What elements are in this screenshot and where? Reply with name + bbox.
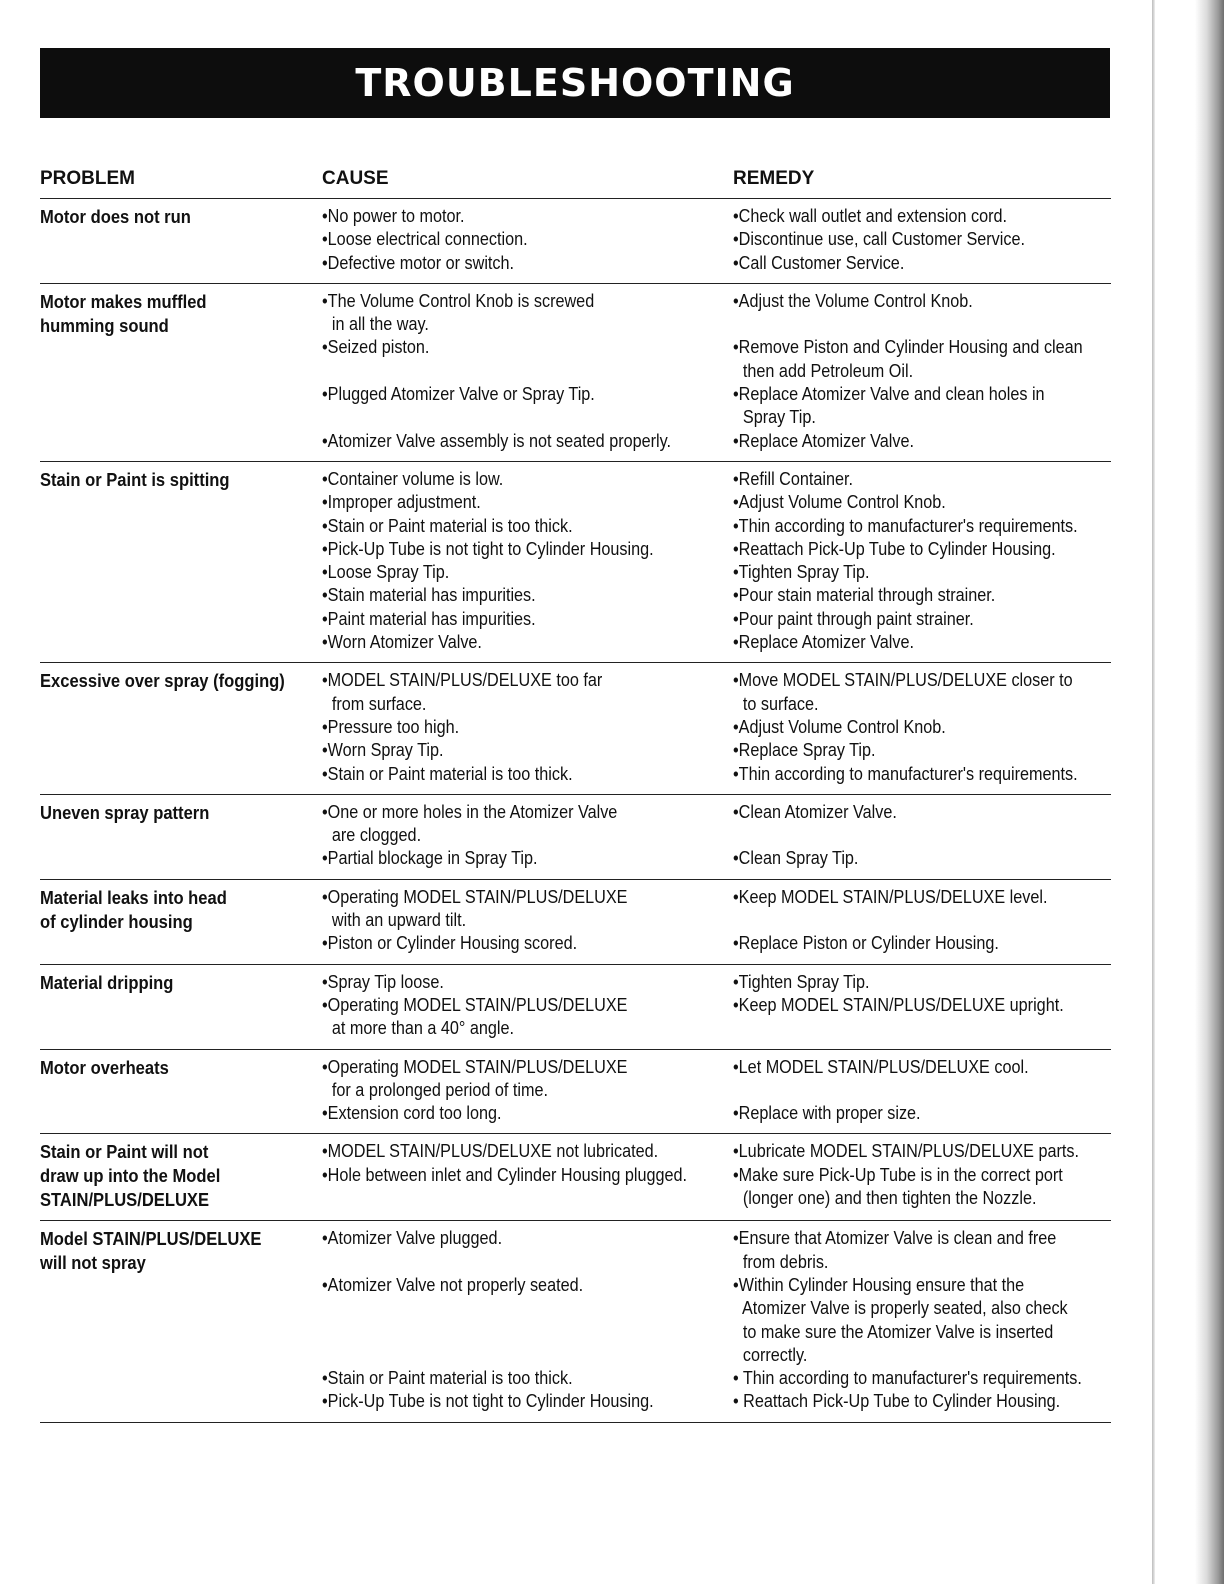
header-cause: CAUSE [322, 168, 389, 189]
table-row [40, 965, 1111, 1050]
table-row [40, 462, 1111, 663]
table-body [40, 199, 1111, 1423]
remedy-cell [733, 669, 1111, 785]
cause-line: •MODEL STAIN/PLUS/DELUXE not lubricated. [322, 1141, 659, 1162]
table-row [40, 199, 1111, 284]
cause-cell [322, 1056, 733, 1126]
remedy-spacer [733, 1017, 1073, 1040]
cause-line: •No power to motor. [322, 206, 465, 226]
cause-line: for a prolonged period of time. [327, 1079, 549, 1100]
cause-line: •Paint material has impurities. [322, 608, 536, 629]
remedy-spacer [733, 909, 1073, 932]
cause-spacer [322, 406, 692, 429]
remedy-line: •Keep MODEL STAIN/PLUS/DELUXE level. [733, 886, 1048, 907]
remedy-line: •Refill Container. [733, 468, 854, 489]
cause-line: •MODEL STAIN/PLUS/DELUXE too far [322, 670, 603, 691]
cause-cell [322, 669, 733, 785]
remedy-line: •Replace Atomizer Valve. [733, 430, 914, 451]
remedy-line: •Within Cylinder Housing ensure that the [733, 1274, 1025, 1295]
header-problem: PROBLEM [40, 168, 135, 189]
scan-page-edge [1195, 0, 1224, 1584]
cause-line: •Atomizer Valve plugged. [322, 1228, 503, 1249]
cause-line: •Pick-Up Tube is not tight to Cylinder Housing. [322, 538, 654, 559]
table-header [40, 168, 1111, 199]
cause-line: are clogged. [327, 825, 422, 846]
table-row [40, 1134, 1111, 1221]
problem-cell: Motor overheats [40, 1057, 169, 1078]
remedy-line: •Thin according to manufacturer's requirements. [733, 763, 1078, 784]
remedy-line: •Replace Spray Tip. [733, 740, 876, 761]
remedy-spacer [733, 824, 1073, 847]
cause-line: •Operating MODEL STAIN/PLUS/DELUXE [322, 1056, 628, 1077]
remedy-cell [733, 801, 1111, 871]
cause-line: •Plugged Atomizer Valve or Spray Tip. [322, 384, 595, 405]
remedy-line: •Clean Spray Tip. [733, 848, 859, 869]
cause-line: •The Volume Control Knob is screwed [322, 290, 595, 311]
cause-line: •Operating MODEL STAIN/PLUS/DELUXE [322, 886, 628, 907]
remedy-line: •Replace Piston or Cylinder Housing. [733, 933, 999, 954]
cause-line: •Improper adjustment. [322, 492, 481, 513]
cause-cell [322, 801, 733, 871]
cause-line: •Loose Spray Tip. [322, 562, 450, 583]
cause-cell [322, 290, 733, 453]
remedy-line: •Clean Atomizer Valve. [733, 801, 897, 822]
cause-line: •Extension cord too long. [322, 1103, 502, 1124]
table-row [40, 663, 1111, 794]
cause-spacer [322, 1187, 692, 1210]
cause-spacer [322, 1321, 692, 1344]
cause-line: •Worn Spray Tip. [322, 740, 444, 761]
cause-line: •Seized piston. [322, 337, 430, 358]
title-banner [40, 48, 1110, 118]
header-remedy: REMEDY [733, 168, 815, 189]
remedy-line: •Thin according to manufacturer's requirements. [733, 515, 1078, 536]
remedy-line: •Let MODEL STAIN/PLUS/DELUXE cool. [733, 1056, 1029, 1077]
remedy-line: •Reattach Pick-Up Tube to Cylinder Housing. [733, 538, 1056, 559]
cause-cell [322, 1140, 733, 1212]
remedy-line: from debris. [738, 1251, 829, 1272]
cause-line: at more than a 40° angle. [327, 1018, 515, 1039]
remedy-cell [733, 205, 1111, 275]
remedy-line: •Check wall outlet and extension cord. [733, 206, 1008, 226]
remedy-line: •Ensure that Atomizer Valve is clean and free [733, 1228, 1057, 1249]
cause-spacer [322, 1297, 692, 1320]
table-row [40, 1221, 1111, 1422]
cause-line: •Stain or Paint material is too thick. [322, 515, 573, 536]
problem-cell: Motor makes muffled humming sound [40, 291, 207, 336]
cause-spacer [322, 1251, 692, 1274]
cause-line: •Container volume is low. [322, 468, 504, 489]
cause-line: in all the way. [327, 314, 429, 335]
cause-cell [322, 205, 733, 275]
troubleshooting-table [40, 168, 1111, 1423]
remedy-line: •Pour stain material through strainer. [733, 585, 996, 606]
remedy-line: • Thin according to manufacturer's requirements. [733, 1368, 1082, 1389]
remedy-cell [733, 1056, 1111, 1126]
remedy-cell [733, 1227, 1111, 1413]
remedy-line: •Discontinue use, call Customer Service. [733, 229, 1025, 250]
cause-line: •Spray Tip loose. [322, 971, 444, 992]
problem-cell: Uneven spray pattern [40, 802, 210, 823]
remedy-line: •Call Customer Service. [733, 252, 905, 273]
remedy-line: •Lubricate MODEL STAIN/PLUS/DELUXE parts. [733, 1141, 1079, 1162]
cause-line: •Operating MODEL STAIN/PLUS/DELUXE [322, 994, 628, 1015]
remedy-line: (longer one) and then tighten the Nozzle. [738, 1187, 1037, 1208]
cause-line: •Pick-Up Tube is not tight to Cylinder Housing. [322, 1391, 654, 1412]
remedy-line: to make sure the Atomizer Valve is inserted [738, 1321, 1054, 1342]
remedy-line: •Adjust Volume Control Knob. [733, 492, 946, 513]
problem-cell: Model STAIN/PLUS/DELUXE will not spray [40, 1229, 262, 1274]
remedy-cell [733, 1140, 1111, 1212]
remedy-line: •Make sure Pick-Up Tube is in the correct port [733, 1164, 1063, 1185]
remedy-line: •Move MODEL STAIN/PLUS/DELUXE closer to [733, 670, 1073, 691]
cause-cell [322, 1227, 733, 1413]
table-row [40, 880, 1111, 965]
cause-line: •Defective motor or switch. [322, 252, 515, 273]
cause-cell [322, 886, 733, 956]
remedy-spacer [733, 313, 1073, 336]
remedy-line: correctly. [738, 1344, 808, 1365]
cause-cell [322, 468, 733, 654]
remedy-cell [733, 971, 1111, 1041]
remedy-line: Atomizer Valve is properly seated, also check [738, 1298, 1068, 1319]
cause-spacer [322, 360, 692, 383]
cause-line: •Piston or Cylinder Housing scored. [322, 933, 578, 954]
remedy-line: •Replace Atomizer Valve. [733, 632, 914, 653]
remedy-line: •Tighten Spray Tip. [733, 971, 870, 992]
problem-cell: Motor does not run [40, 207, 191, 227]
table-row [40, 1050, 1111, 1135]
remedy-spacer [733, 1079, 1073, 1102]
cause-cell [322, 971, 733, 1041]
table-row [40, 284, 1111, 462]
remedy-line: • Reattach Pick-Up Tube to Cylinder Housing. [733, 1391, 1061, 1412]
remedy-cell [733, 290, 1111, 453]
remedy-line: then add Petroleum Oil. [738, 360, 914, 381]
remedy-line: •Remove Piston and Cylinder Housing and clean [733, 337, 1083, 358]
cause-line: •Stain or Paint material is too thick. [322, 1368, 573, 1389]
cause-spacer [322, 1344, 692, 1367]
remedy-cell [733, 886, 1111, 956]
remedy-line: •Tighten Spray Tip. [733, 562, 870, 583]
cause-line: •Atomizer Valve not properly seated. [322, 1274, 584, 1295]
remedy-line: to surface. [738, 693, 819, 714]
remedy-line: •Keep MODEL STAIN/PLUS/DELUXE upright. [733, 994, 1064, 1015]
cause-line: •Pressure too high. [322, 716, 460, 737]
remedy-line: •Replace Atomizer Valve and clean holes in [733, 384, 1045, 405]
remedy-line: •Adjust the Volume Control Knob. [733, 290, 973, 311]
problem-cell: Stain or Paint will not draw up into the Model STAIN/PLUS/DELUXE [40, 1142, 221, 1211]
page-title: TROUBLESHOOTING [355, 61, 795, 105]
cause-line: •Loose electrical connection. [322, 229, 528, 250]
cause-line: •Stain material has impurities. [322, 585, 536, 606]
problem-cell: Material leaks into head of cylinder housing [40, 887, 227, 932]
cause-line: •Atomizer Valve assembly is not seated properly. [322, 430, 672, 451]
problem-cell: Material dripping [40, 972, 174, 993]
cause-line: with an upward tilt. [327, 910, 467, 931]
remedy-line: •Adjust Volume Control Knob. [733, 716, 946, 737]
cause-line: •Worn Atomizer Valve. [322, 632, 482, 653]
scan-margin-line [1152, 0, 1155, 1584]
remedy-line: Spray Tip. [738, 407, 816, 428]
cause-line: •Stain or Paint material is too thick. [322, 763, 573, 784]
cause-line: •Hole between inlet and Cylinder Housing plugged. [322, 1164, 688, 1185]
remedy-line: •Replace with proper size. [733, 1103, 921, 1124]
cause-line: •Partial blockage in Spray Tip. [322, 848, 538, 869]
table-row [40, 795, 1111, 880]
problem-cell: Excessive over spray (fogging) [40, 671, 285, 692]
problem-cell: Stain or Paint is spitting [40, 469, 230, 490]
cause-line: •One or more holes in the Atomizer Valve [322, 801, 618, 822]
remedy-line: •Pour paint through paint strainer. [733, 608, 974, 629]
remedy-cell [733, 468, 1111, 654]
cause-line: from surface. [327, 693, 427, 714]
